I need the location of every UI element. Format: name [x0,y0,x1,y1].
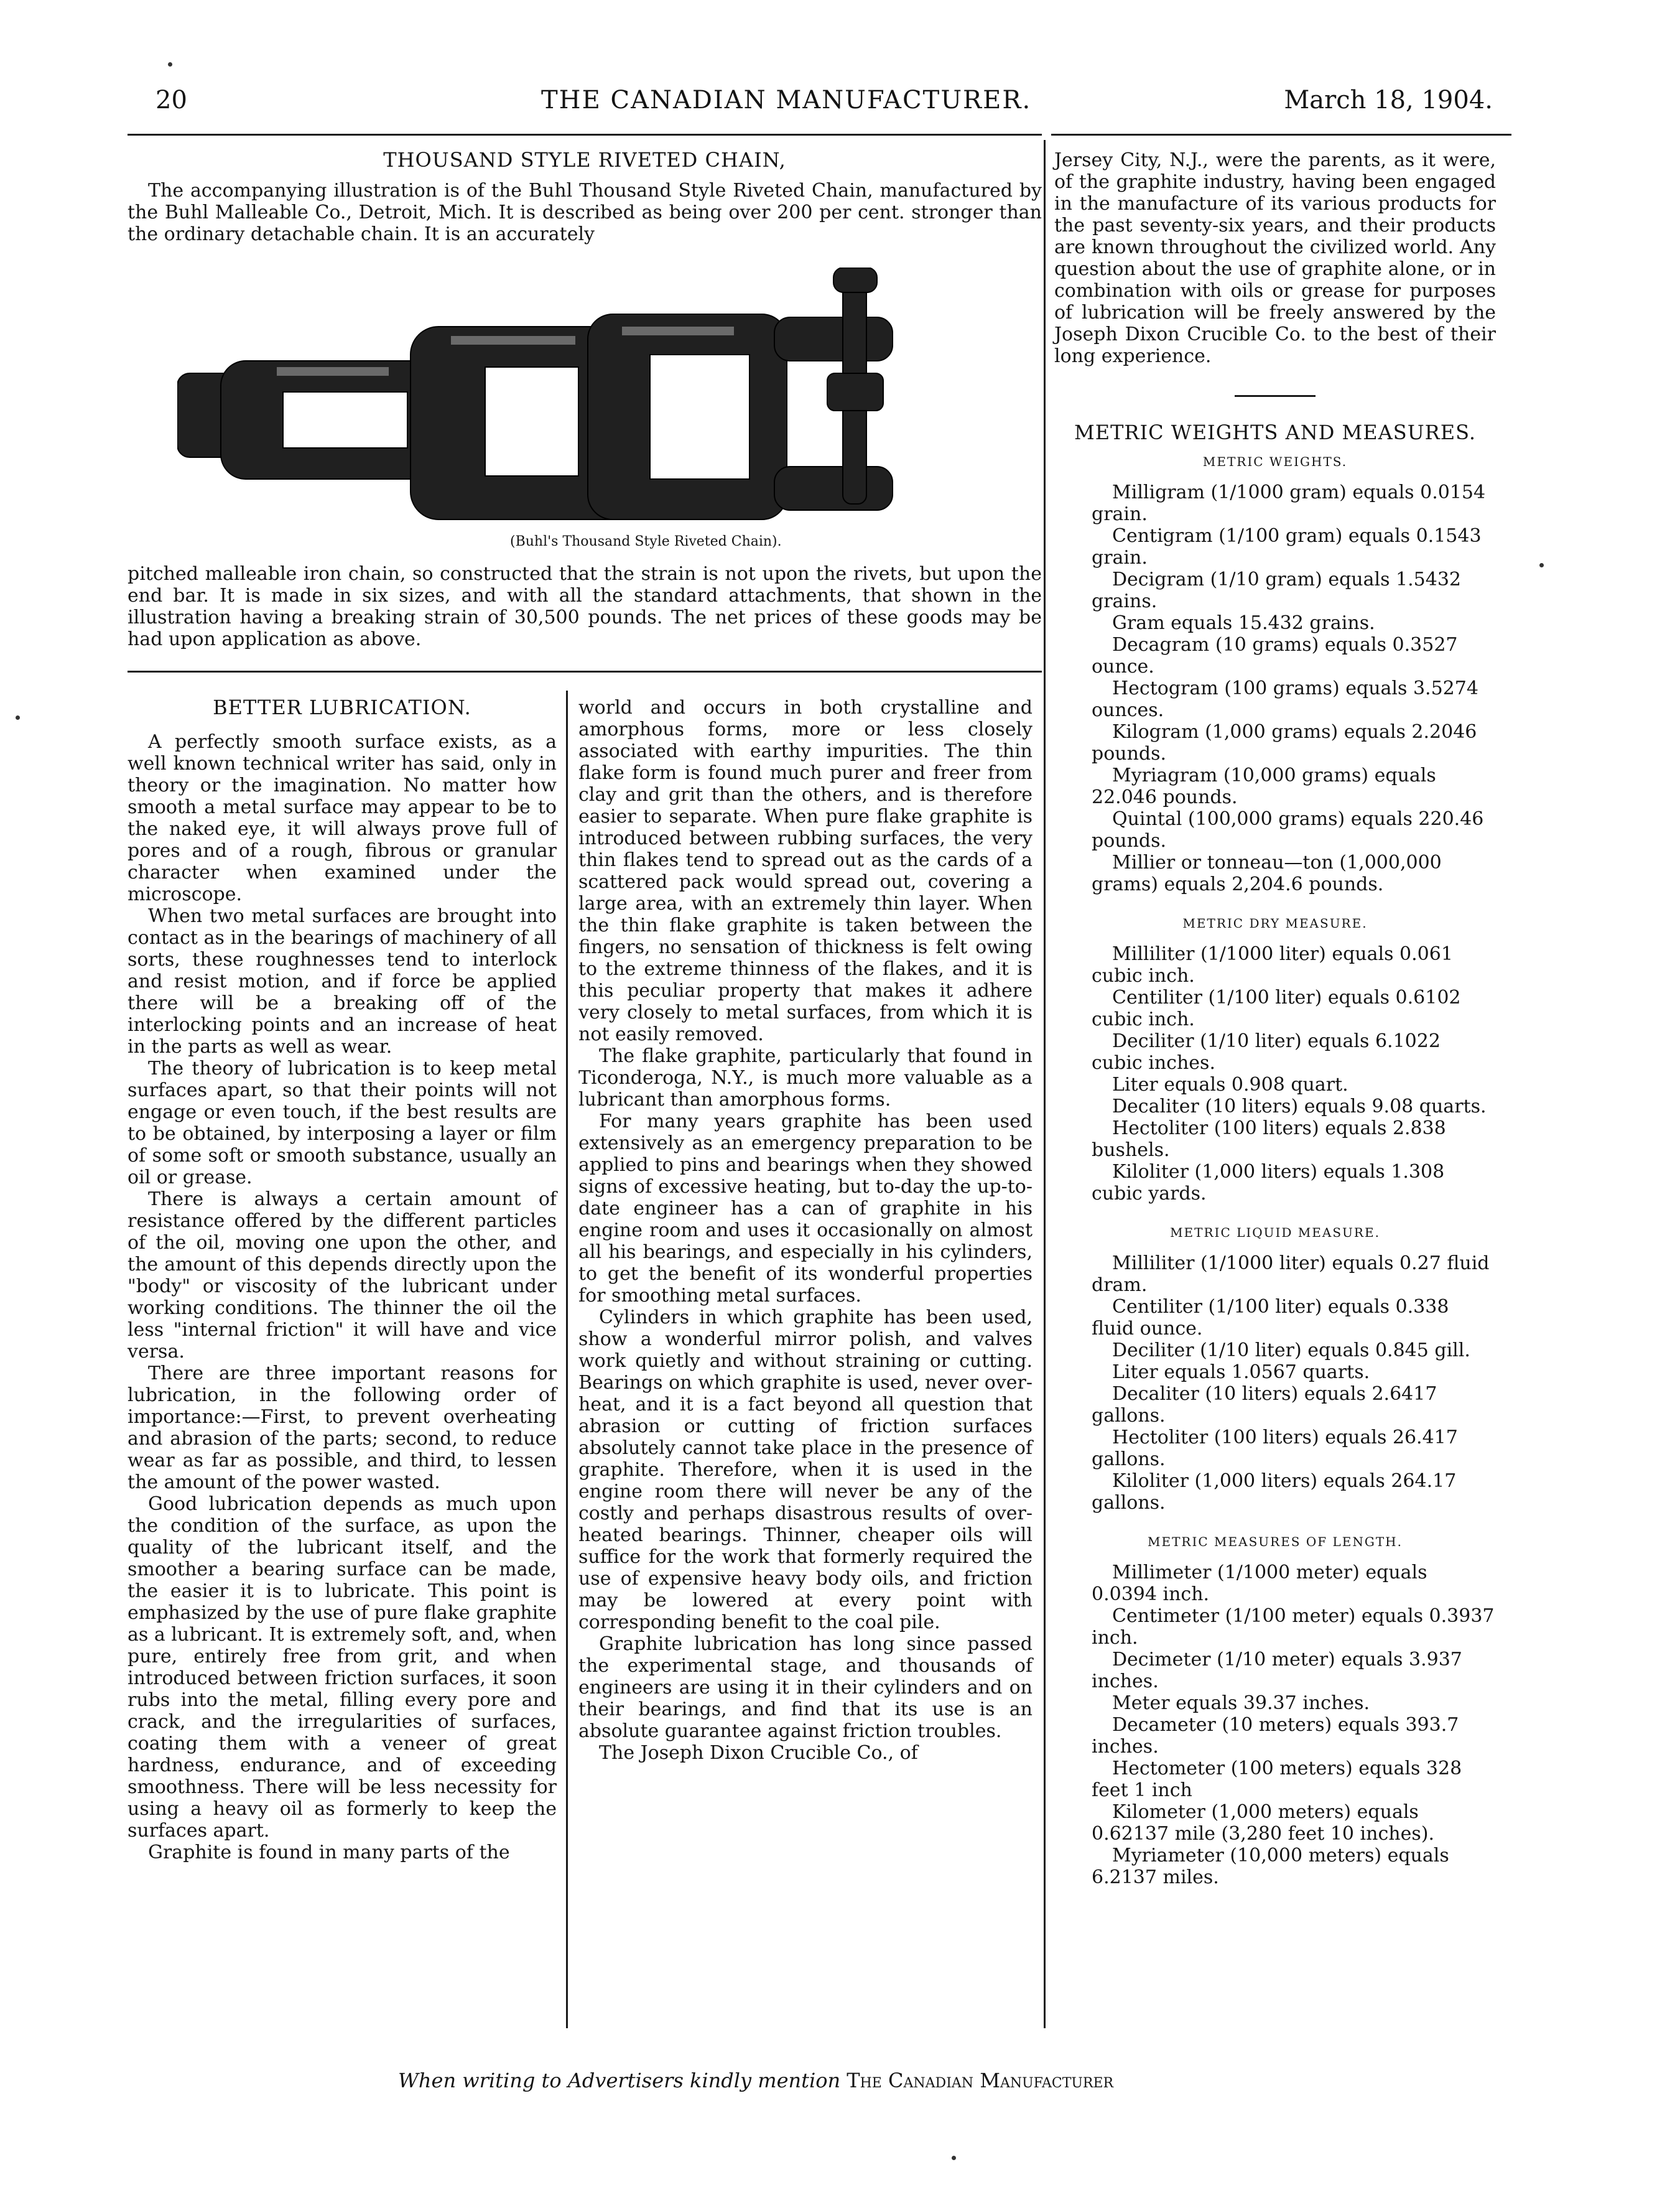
metric-entry: Milliliter (1/1000 liter) equals 0.27 fluid dram. [1092,1252,1490,1296]
metric-entry: Centimeter (1/100 meter) equals 0.3937 inch. [1092,1605,1495,1649]
metric-entry: Deciliter (1/10 liter) equals 0.845 gill. [1112,1339,1470,1361]
page-number: 20 [155,86,187,114]
chain-article-intro: The accompanying illustration is of the Buhl Thousand Style Riveted Chain, manufactured by the Buhl Malleable Co., Detroit, Mich. It is described as being over 200 per cent. stronger than the ordinary detachable chain. It is an accurately [128,180,1042,245]
metric-entry: Kilometer (1,000 meters) equals 0.62137 mile (3,280 feet 10 inches). [1092,1801,1434,1845]
metric-entry: Myriameter (10,000 meters) equals 6.2137 miles. [1092,1845,1449,1888]
metric-entry: Centiliter (1/100 liter) equals 0.6102 cubic inch. [1092,987,1461,1030]
lubrication-paragraph: The flake graphite, particularly that found in Ticonderoga, N.Y., is much more valuable as a lubricant than amorphous forms. [578,1045,1033,1111]
metric-liquid-heading: METRIC LIQUID MEASURE. [1170,1225,1380,1240]
lubrication-paragraph: Graphite is found in many parts of the [148,1842,510,1863]
lubrication-column-2 [578,697,1033,1764]
lubrication-paragraph: Graphite lubrication has long since passed the experimental stage, and thousands of engineers are using it in their cylinders and on their bearings, and find that its use is an absolute guarantee against friction troubles. [578,1633,1033,1742]
lubrication-paragraph: When two metal surfaces are brought into contact as in the bearings of machinery of all sorts, these roughnesses tend to interlock and resist motion, and if force be applied there will be a breaking off of the interlocking points and an increase of heat in the parts as well as wear. [128,905,557,1058]
metric-entry: Meter equals 39.37 inches. [1112,1692,1370,1714]
chain-figure-caption: (Buhl's Thousand Style Riveted Chain). [510,534,782,549]
metric-entry: Myriagram (10,000 grams) equals 22.046 pounds. [1092,765,1436,808]
scan-speck [168,62,172,67]
chain-article [128,149,1042,245]
chain-article-continued [128,563,1042,650]
publication-title: THE CANADIAN MANUFACTURER. [541,86,1032,114]
metric-entry: Millimeter (1/1000 meter) equals 0.0394 inch. [1092,1562,1427,1605]
metric-entry: Decaliter (10 liters) equals 2.6417 gallons. [1092,1383,1437,1427]
lubrication-paragraph: Good lubrication depends as much upon the condition of the surface, as upon the quality of the lubricant itself, and the smoother a bearing surface can be made, the easier it is to lubricate. This point is emphasized by the use of pure flake graphite as a lubricant. It is extremely soft, and, when pure, entirely free from grit, and when introduced between friction surfaces, it soon rubs into the metal, filling every pore and crack, and the irregularities of surfaces, coating them with a veneer of great hardness, endurance, and of exceeding smoothness. There will be less necessity for using a heavy oil as formerly to keep the surfaces apart. [128,1493,557,1842]
lubrication-column-1 [128,697,557,1863]
metric-entry: Decimeter (1/10 meter) equals 3.937 inches. [1092,1649,1462,1692]
lubrication-paragraph: There is always a certain amount of resistance offered by the different particles of the oil, moving one upon the other, and the amount of this depends directly upon the "body" or viscosity of the lubricant under working conditions. The thinner the oil the less "internal friction" it will have and vice versa. [128,1188,557,1363]
lubrication-paragraph: The Joseph Dixon Crucible Co., of [599,1742,918,1764]
lubrication-paragraph: There are three important reasons for lubrication, in the following order of importance:—First, to prevent overheating and abrasion of the parts; second, to reduce wear as far as possible, and third, to lessen the amount of the power wasted. [128,1363,557,1493]
metric-entry: Liter equals 1.0567 quarts. [1112,1361,1370,1383]
metric-entry: Centigram (1/100 gram) equals 0.1543 grain. [1092,525,1482,569]
scan-speck [952,2156,956,2160]
metric-entry: Kilogram (1,000 grams) equals 2.2046 pounds. [1092,721,1477,765]
lubrication-paragraph: A perfectly smooth surface exists, as a well known technical writer has said, only in theory or the imagination. No matter how smooth a metal surface may appear to be to the naked eye, it will always prove full of pores and of a rough, fibrous or granular character when examined under the microscope. [128,731,557,905]
metric-entry: Kiloliter (1,000 liters) equals 1.308 cubic yards. [1092,1161,1445,1204]
page-footer [398,2069,1113,2092]
chain-article-continuation: pitched malleable iron chain, so constructed that the strain is not upon the rivets, but upon the end bar. It is made in six sizes, and with all the standard attachments, that shown in the illustration having a breaking strain of 30,500 pounds. The net prices of these goods may be had upon application as above. [128,563,1042,650]
header-rule-left [128,134,1042,136]
column-rule-1 [566,691,568,2028]
column-rule-2 [1044,140,1046,2028]
metric-entry: Centiliter (1/100 liter) equals 0.338 fluid ounce. [1092,1296,1449,1339]
metric-entry: Decaliter (10 liters) equals 9.08 quarts. [1112,1096,1487,1117]
metric-entry: Hectogram (100 grams) equals 3.5274 ounces. [1092,678,1478,721]
scan-speck [1539,563,1544,567]
metric-entry: Quintal (100,000 grams) equals 220.46 pounds. [1092,808,1484,852]
metric-dry-heading: METRIC DRY MEASURE. [1182,916,1368,931]
metric-weights-heading: METRIC WEIGHTS. [1202,454,1348,469]
metric-entry: Hectometer (100 meters) equals 328 feet 1 inch [1092,1758,1462,1801]
metric-entry: Decagram (10 grams) equals 0.3527 ounce. [1092,634,1458,678]
footer-text: When writing to Advertisers kindly mention [398,2069,841,2092]
column-divider [1235,395,1316,397]
metric-entry: Kiloliter (1,000 liters) equals 264.17 gallons. [1092,1470,1457,1514]
header-rule-right [1051,134,1511,136]
section-rule [128,671,1042,673]
footer-publication: The Canadian Manufacturer [847,2069,1114,2092]
metric-entry: Milliliter (1/1000 liter) equals 0.061 cubic inch. [1092,943,1453,987]
metric-entry: Milligram (1/1000 gram) equals 0.0154 grain. [1092,482,1486,525]
lubrication-paragraph: world and occurs in both crystalline and amorphous forms, more or less closely associated with earthy impurities. The thin flake form is found much purer and freer from clay and grit than the others, and is therefore easier to separate. When pure flake graphite is introduced between rubbing surfaces, the very thin flakes tend to spread out as the cards of a scattered pack would spread out, covering a large area, with an extremely thin layer. When the thin flake graphite is taken between the fingers, no sensation of thickness is felt owing to the extreme thinness of the flakes, and it is this peculiar property that makes it adhere very closely to metal surfaces, from which it is not easily removed. [578,697,1033,1045]
right-column [1054,149,1496,1888]
metric-entry: Deciliter (1/10 liter) equals 6.1022 cubic inches. [1092,1030,1441,1074]
lubrication-continuation: Jersey City, N.J., were the parents, as it were, of the graphite industry, having been engaged in the manufacture of its various products for the past seventy-six years, and their products are known throughout the civilized world. Any question about the use of graphite alone, or in combination with oils or grease for purposes of lubrication will be freely answered by the Joseph Dixon Crucible Co. to the best of their long experience. [1054,149,1496,367]
metric-title: METRIC WEIGHTS AND MEASURES. [1074,421,1477,444]
metric-length-heading: METRIC MEASURES OF LENGTH. [1148,1534,1403,1549]
metric-entry: Gram equals 15.432 grains. [1112,612,1375,634]
metric-entry: Millier or tonneau—ton (1,000,000 grams) equals 2,204.6 pounds. [1092,852,1442,895]
lubrication-paragraph: Cylinders in which graphite has been used, show a wonderful mirror polish, and valves work quietly and without straining or cutting. Bearings on which graphite is used, never over-heat, and it is a fact beyond all question that abrasion or cutting of friction surfaces absolutely cannot take place in the presence of graphite. Therefore, when it is used in the engine room there will never be any of the costly and perhaps disastrous results of over-heated bearings. Thinner, cheaper oils will suffice for the work that formerly required the use of expensive heavy body oils, and friction may be lowered at every point with corresponding benefit to the coal pile. [578,1307,1033,1633]
metric-entry: Decigram (1/10 gram) equals 1.5432 grains. [1092,569,1462,612]
page-header [155,86,1493,123]
metric-entry: Hectoliter (100 liters) equals 26.417 gallons. [1092,1427,1458,1470]
lubrication-paragraph: The theory of lubrication is to keep metal surfaces apart, so that their points will not engage or even touch, if the best results are to be obtained, by interposing a layer or film of some soft or smooth substance, usually an oil or grease. [128,1058,557,1188]
issue-date: March 18, 1904. [1284,86,1493,114]
chain-article-title: THOUSAND STYLE RIVETED CHAIN, [383,148,786,172]
chain-illustration [177,268,1042,529]
metric-entry: Liter equals 0.908 quart. [1112,1074,1348,1096]
lubrication-title: BETTER LUBRICATION. [213,696,471,719]
metric-entry: Hectoliter (100 liters) equals 2.838 bushels. [1092,1117,1446,1161]
metric-entry: Decameter (10 meters) equals 393.7 inches. [1092,1714,1459,1758]
scan-speck [16,715,20,720]
lubrication-paragraph: For many years graphite has been used extensively as an emergency preparation to be applied to pins and bearings when they showed signs of excessive heating, but to-day the up-to-date engineer has a can of graphite in his engine room and uses it occasionally on almost all his bearings, and especially in his cylinders, to get the benefit of its wonderful properties for smoothing metal surfaces. [578,1111,1033,1307]
